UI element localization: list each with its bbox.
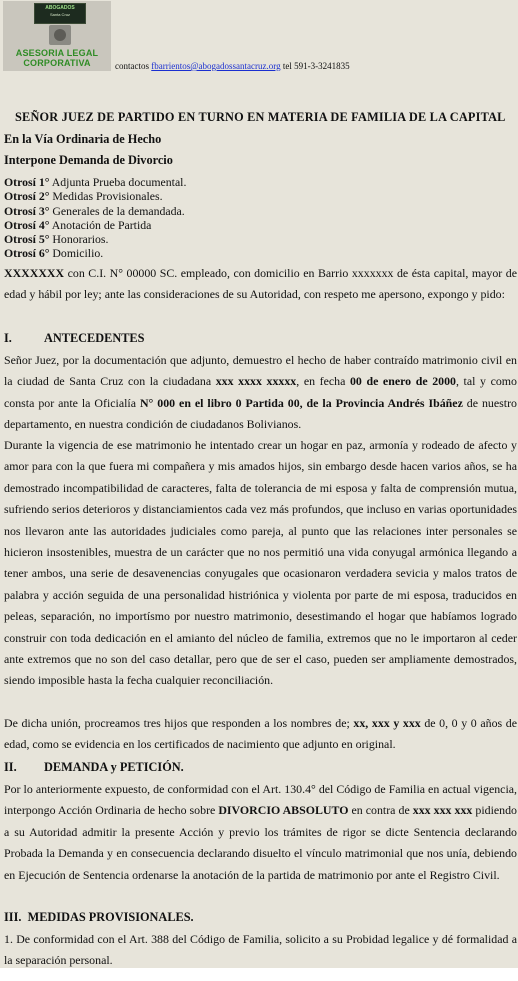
antecedentes-paragraph-2: Durante la vigencia de ese matrimonio he intentado crear un hogar en paz, armonía y rodeado de afecto y amor para con la que fuera mi compañera y mis amados hijos, sin embargo desde hacen varios años, se ha demostrado incompatibilidad de caracteres, falta de tolerancia de mi esposa y falta de comprensión mutua, sufriendo serios deterioros y distanciamientos cada vez más profundos, que incluso en varias oportunidades nos llevaron ante las autoridades judiciales como pareja, al punto que las relaciones inter personales se hicieron insostenibles, muestra de un carácter que no nos permitió una vida conyugal armónica llegando a tener ambos, una serie de desavenencias conyugales que ocasionaron verdadera sevicia y malos tratos de palabra y acción seguida de una personalidad histriónica y violenta por parte de mi esposa, traducidos en peleas, separación, no importísmo por nuestro matrimonio, desestimando el hogar que habíamos logrado construir con toda dedicación en el amianto del núcleo de familia, extremos que no le importaron al ceder ante extremos que no son del caso detallar, pero que de ser el caso, pueden ser ampliamente demostrados, siendo imposible hasta la fecha cualquier reconciliación. xyxy=(4,438,517,688)
medidas-paragraph: 1. De conformidad con el Art. 388 del Código de Familia, solicito a su Probidad legalice y dé formalidad a la separación personal. xyxy=(4,932,517,968)
contact-phone: tel 591-3-3241835 xyxy=(282,61,350,71)
otrosi-item: Otrosí 2° Medidas Provisionales. xyxy=(4,189,163,204)
section-heading-demanda: II. DEMANDA y PETICIÓN. xyxy=(4,760,184,774)
otrosi-list xyxy=(4,175,186,261)
antecedentes-paragraph-1: Señor Juez, por la documentación que adjunto, demuestro el hecho de haber contraído matrimonio civil en la ciudad de Santa Cruz con la ciudadana xxx xxxx xxxxx, en fecha 00 de enero de 2000, tal y como consta por ante la Oficialía N° 000 en el libro 0 Partida 00, de la Provincia Andrés Ibáñez de nuestro departamento, en nuestra condición de ciudadanos Bolivianos. xyxy=(4,353,517,432)
otrosi-item: Otrosí 4° Anotación de Partida xyxy=(4,217,152,232)
otrosi-item: Otrosí 3° Generales de la demandada. xyxy=(4,203,185,218)
logo-line-1: ASESORIA LEGAL xyxy=(15,48,99,58)
contact-email-link[interactable]: fbarrientos@abogadossantacruz.org xyxy=(151,61,281,71)
logo-badge xyxy=(34,3,86,24)
intro-paragraph: XXXXXXX con C.I. N° 00000 SC. empleado, con domicilio en Barrio xxxxxxx de ésta capital, mayor de edad y hábil por ley; ante las consideraciones de su Autoridad, con respeto me apersono, expongo y pido: xyxy=(4,266,517,302)
firm-logo xyxy=(3,1,111,71)
demanda-paragraph: Por lo anteriormente expuesto, de conformidad con el Art. 130.4° del Código de Familia en actual vigencia, interpongo Acción Ordinaria de hecho sobre DIVORCIO ABSOLUTO en contra de xxx xxx xxx pidiendo a su Autoridad admitir la presente Acción y previo los trámites de rigor se dicte Sentencia declarando Probada la Demanda y en consecuencia declarando disuelto el vínculo matrimonial que nos unía, debiendo en Ejecución de Sentencia ordenarse la anotación de la partida de matrimonio por ante el Registro Civil. xyxy=(4,782,518,882)
contact-info xyxy=(115,61,350,71)
contact-prefix: contactos xyxy=(115,61,149,71)
otrosi-item: Otrosí 5° Honorarios. xyxy=(4,232,109,247)
otrosi-item: Otrosí 6° Domicilio. xyxy=(4,246,104,261)
logo-badge-subtitle: Santa Cruz xyxy=(49,12,70,17)
logo-badge-title: ABOGADOS xyxy=(45,5,75,11)
letterhead xyxy=(0,0,518,72)
antecedentes-paragraph-3: De dicha unión, procreamos tres hijos que responden a los nombres de; xx, xxx y xxx de 0, 0 y 0 años de edad, como se evidencia en los certificados de nacimiento que adjunto en original. xyxy=(4,716,517,752)
claim-line: Interpone Demanda de Divorcio xyxy=(4,153,173,167)
otrosi-item: Otrosí 1° Adjunta Prueba documental. xyxy=(4,175,187,189)
section-heading-antecedentes: I. ANTECEDENTES xyxy=(4,331,145,345)
logo-line-2: CORPORATIVA xyxy=(23,58,91,68)
procedure-line: En la Vía Ordinaria de Hecho xyxy=(4,132,162,146)
court-heading: SEÑOR JUEZ DE PARTIDO EN TURNO EN MATERIA DE FAMILIA DE LA CAPITAL xyxy=(15,110,506,124)
scales-emblem-icon xyxy=(49,25,71,45)
section-heading-medidas: III. MEDIDAS PROVISIONALES. xyxy=(4,910,194,924)
plaintiff-name: XXXXXXX xyxy=(4,266,65,280)
